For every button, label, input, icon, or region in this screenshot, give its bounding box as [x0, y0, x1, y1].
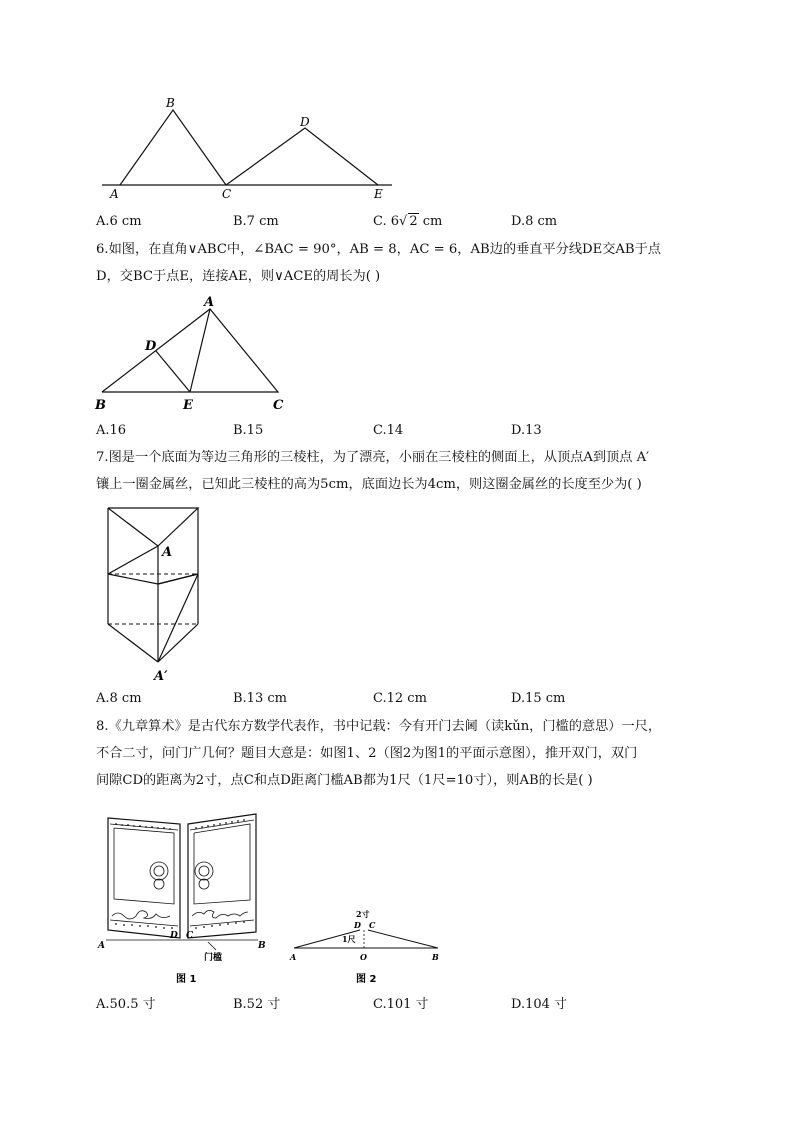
q7-option-c: C.12 cm [373, 691, 427, 706]
q8-option-d: D.104 寸 [511, 997, 568, 1012]
fig8b-label-C: C [369, 920, 376, 930]
fig8a-label-C: C [186, 931, 194, 941]
fig8a-label-A: A [98, 941, 105, 951]
fig6-label-C: C [273, 398, 284, 413]
q8-line-3: 间隙CD的距离为2寸，点C和点D距离门槛AB都为1尺（1尺=10寸），则AB的长是( ) [96, 773, 593, 788]
figure-q6-right-triangle [92, 292, 292, 416]
fig8b-label-A: A [290, 952, 297, 962]
fig6-label-D: D [145, 339, 157, 354]
q6-option-c: C.14 [373, 423, 404, 438]
fig8b-label-dist: 1尺 [342, 934, 356, 944]
fig8a-threshold-label: 门槛 [204, 953, 223, 963]
figure-q8-doors [96, 808, 268, 988]
q7-option-d: D.15 cm [511, 691, 566, 706]
fig8b-label-gap: 2寸 [356, 909, 370, 919]
q6-option-b: B.15 [233, 423, 264, 438]
sqrt-symbol: √ 2 [399, 214, 418, 229]
q6-line-1: 6.如图，在直角∨ABC中，∠BAC = 90°，AB = 8，AC = 6，AB边的垂直平分线DE交AB于点 [96, 242, 661, 257]
fig8b-caption: 图 2 [356, 974, 377, 985]
question-6 [96, 236, 706, 290]
q8-option-b: B.52 寸 [233, 997, 281, 1012]
fig8b-label-B: B [432, 952, 439, 962]
q7-option-a: A.8 cm [96, 691, 142, 706]
fig5-label-D: D [300, 115, 310, 129]
fig7-label-A: A [162, 545, 173, 560]
fig8b-label-O: O [360, 952, 367, 962]
figure-q8-plan [288, 904, 448, 988]
fig8b-label-D: D [354, 920, 361, 930]
fig6-label-B: B [95, 398, 106, 413]
fig6-label-E: E [183, 398, 193, 413]
q5-option-b: B.7 cm [233, 214, 279, 229]
fig6-label-A: A [204, 295, 215, 310]
fig8a-caption: 图 1 [176, 974, 197, 985]
q5-option-c [373, 214, 442, 229]
question-8 [96, 713, 706, 794]
q6-option-a: A.16 [96, 423, 127, 438]
q5-option-c-prefix: C. 6 [373, 214, 400, 229]
q7-line-2: 镶上一圈金属丝，已知此三棱柱的高为5cm，底面边长为4cm，则这圈金属丝的长度至少为( ) [96, 477, 642, 492]
question-7 [96, 444, 706, 498]
q5-option-a: A.6 cm [96, 214, 142, 229]
q5-option-c-unit: cm [422, 214, 443, 229]
fig5-label-A: A [110, 187, 119, 201]
q7-option-b: B.13 cm [233, 691, 287, 706]
fig5-label-C: C [222, 187, 232, 201]
figure-q5-triangles [96, 92, 396, 202]
fig7-label-A-prime: A′ [154, 669, 168, 684]
q8-option-a: A.50.5 寸 [96, 997, 156, 1012]
figure-q7-prism [100, 502, 210, 686]
q7-line-1: 7.图是一个底面为等边三角形的三棱柱，为了漂亮，小丽在三棱柱的侧面上，从顶点A到顶点 A′ [96, 450, 650, 465]
q8-line-1: 8.《九章算术》是古代东方数学代表作，书中记载：今有开门去阃（读kǔn，门槛的意思）一尺， [96, 719, 662, 734]
fig8a-label-B: B [258, 941, 266, 951]
q6-line-2: D，交BC于点E，连接AE，则∨ACE的周长为( ) [96, 269, 381, 284]
q5-option-c-radicand: 2 [409, 214, 418, 229]
q6-option-d: D.13 [511, 423, 542, 438]
q8-line-2: 不合二寸，问门广几何？题目大意是：如图1、2（图2为图1的平面示意图），推开双门，双门 [96, 746, 638, 761]
q5-option-d: D.8 cm [511, 214, 558, 229]
fig5-label-B: B [166, 96, 175, 110]
q8-option-c: C.101 寸 [373, 997, 429, 1012]
fig5-label-E: E [374, 187, 383, 201]
fig8a-label-D: D [170, 931, 178, 941]
